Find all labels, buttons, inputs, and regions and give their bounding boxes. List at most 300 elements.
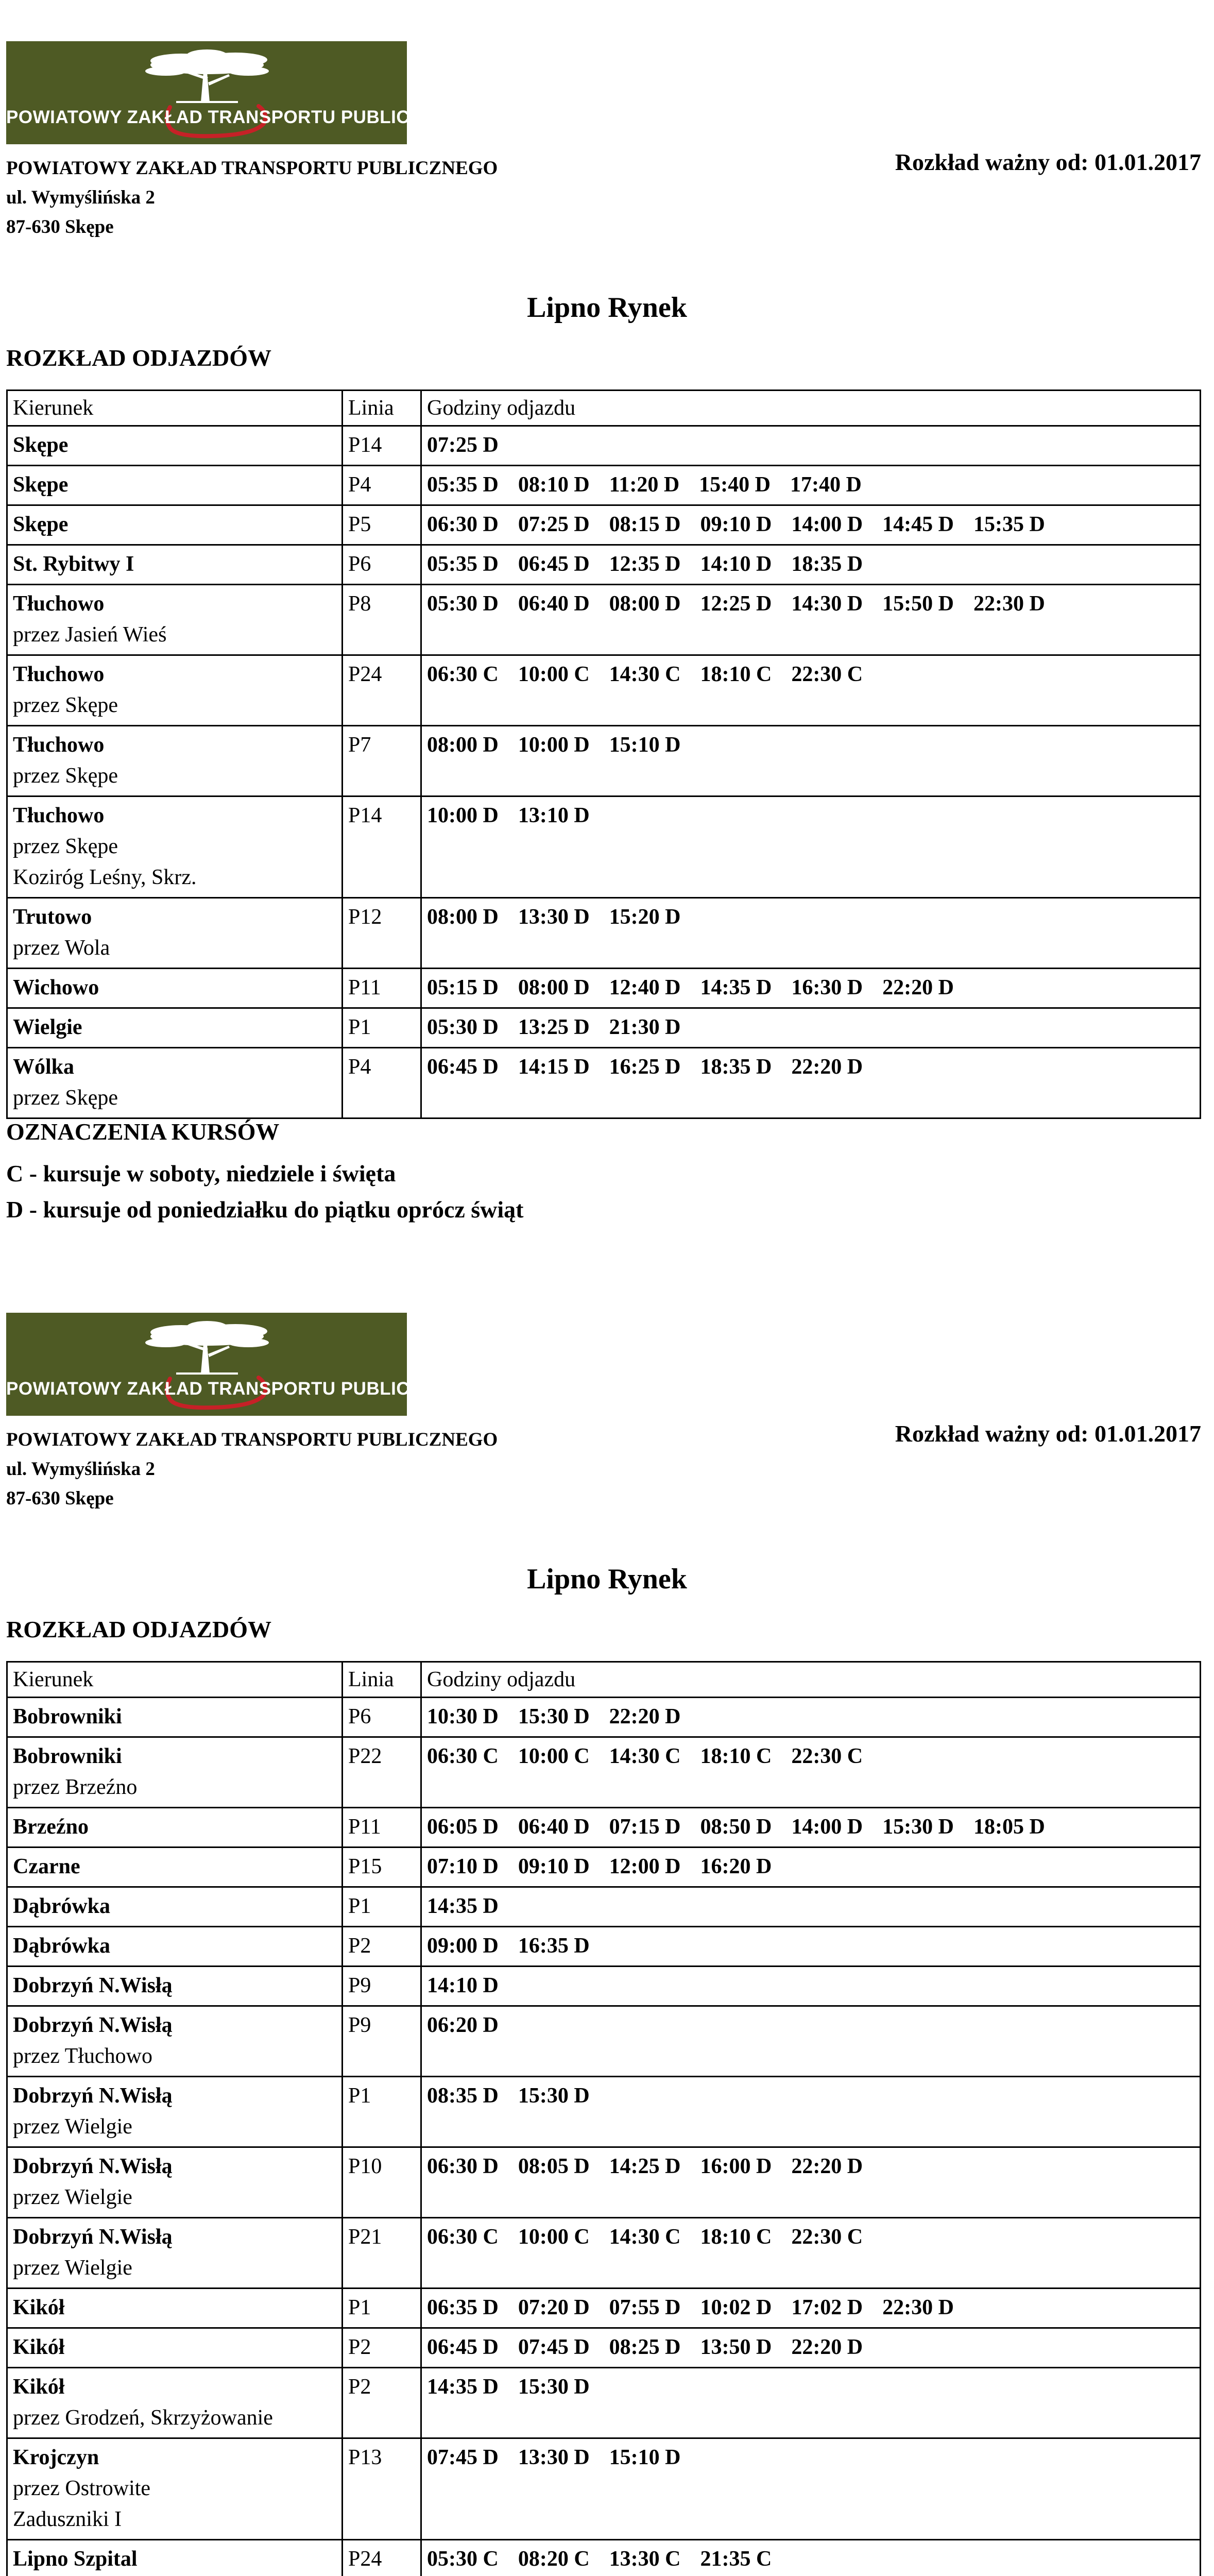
departure-time: 07:45 D — [427, 2446, 499, 2469]
table-row — [7, 2368, 1201, 2438]
direction-destination: Bobrowniki — [13, 1744, 122, 1768]
line-cell: P10 — [343, 2147, 421, 2218]
table-row — [7, 2289, 1201, 2328]
direction-cell — [7, 466, 343, 505]
direction-cell — [7, 2289, 343, 2328]
departure-times-line — [427, 1811, 1194, 1842]
stop-title: Lipno Rynek — [527, 292, 687, 324]
line-cell: P1 — [343, 1887, 421, 1927]
logo-text-left: POWIATOWY ZAKŁAD — [6, 107, 208, 127]
departure-times-cell — [421, 585, 1201, 655]
direction-cell — [7, 2147, 343, 2218]
line-cell: P8 — [343, 585, 421, 655]
valid-from: Rozkład ważny od: 01.01.2017 — [895, 149, 1201, 175]
table-row — [7, 796, 1201, 898]
departure-times-line — [427, 800, 1194, 831]
departure-times-line — [427, 972, 1194, 1003]
departure-time: 22:30 D — [882, 2296, 954, 2319]
departure-time: 10:30 D — [427, 1705, 499, 1728]
departure-time: 18:10 C — [700, 2225, 772, 2249]
legend — [6, 1118, 524, 1228]
departure-time: 15:30 D — [518, 1705, 590, 1728]
departure-time: 06:30 C — [427, 2225, 499, 2249]
logo-text-right: PUBLICZNEGO — [335, 107, 475, 127]
departure-time: 08:00 D — [427, 905, 499, 929]
departure-time: 22:20 D — [791, 2155, 863, 2178]
legend-title: OZNACZENIA KURSÓW — [6, 1118, 280, 1145]
departure-times-line — [427, 902, 1194, 933]
table-row — [7, 655, 1201, 726]
logo-text — [6, 1379, 475, 1399]
line-cell: P13 — [343, 2438, 421, 2540]
departure-time: 06:45 D — [427, 1055, 499, 1079]
line-cell: P2 — [343, 2328, 421, 2368]
departure-times-cell — [421, 1698, 1201, 1737]
table-row — [7, 2438, 1201, 2540]
header-direction: Kierunek — [7, 1662, 343, 1698]
departure-time: 12:00 D — [609, 1855, 681, 1878]
departure-time: 08:00 D — [427, 733, 499, 757]
direction-cell — [7, 796, 343, 898]
legend-item-c: C - kursuje w soboty, niedziele i święta — [6, 1160, 396, 1187]
direction-destination: Kikół — [13, 2296, 65, 2319]
direction-cell — [7, 655, 343, 726]
departures-table — [6, 389, 1201, 1119]
departure-time: 06:30 D — [427, 2155, 499, 2178]
table-header-row — [7, 391, 1201, 426]
departure-times-cell — [421, 2077, 1201, 2147]
departure-time: 14:35 D — [427, 1894, 499, 1918]
departure-time: 06:20 D — [427, 2013, 499, 2037]
departure-times-line — [427, 2151, 1194, 2182]
departure-time: 13:50 D — [700, 2335, 772, 2359]
header-times: Godziny odjazdu — [421, 1662, 1201, 1698]
departure-time: 15:20 D — [609, 905, 681, 929]
line-cell: P24 — [343, 2540, 421, 2576]
departure-time: 06:40 D — [518, 592, 590, 616]
departure-time: 07:25 D — [518, 513, 590, 536]
departure-time: 07:55 D — [609, 2296, 681, 2319]
departure-times-line — [427, 2080, 1194, 2111]
departure-time: 07:10 D — [427, 1855, 499, 1878]
logo-text — [6, 107, 475, 128]
direction-cell — [7, 2077, 343, 2147]
direction-via: przez Brzeźno — [13, 1775, 138, 1799]
table-row — [7, 505, 1201, 545]
departure-time: 12:25 D — [700, 592, 772, 616]
departure-time: 14:15 D — [518, 1055, 590, 1079]
direction-destination: Skępe — [13, 473, 69, 497]
departure-time: 18:35 D — [791, 552, 863, 576]
table-row — [7, 1967, 1201, 2006]
direction-destination: Krojczyn — [13, 2446, 99, 2469]
departure-times-cell — [421, 426, 1201, 466]
departure-time: 13:25 D — [518, 1015, 590, 1039]
departure-time: 18:10 C — [700, 1744, 772, 1768]
departure-time: 10:00 C — [518, 663, 590, 686]
direction-via: przez Skępe — [13, 1086, 118, 1110]
tree-icon — [6, 1313, 407, 1416]
direction-cell — [7, 726, 343, 796]
direction-via: przez Skępe — [13, 764, 118, 788]
departure-time: 14:35 D — [427, 2375, 499, 2399]
departure-time: 13:30 D — [518, 2446, 590, 2469]
departure-time: 13:30 D — [518, 905, 590, 929]
departure-time: 06:30 D — [427, 513, 499, 536]
departure-time: 15:50 D — [882, 592, 954, 616]
departure-times-line — [427, 2292, 1194, 2323]
departure-times-cell — [421, 1927, 1201, 1967]
table-row — [7, 969, 1201, 1008]
direction-via: przez Skępe — [13, 835, 118, 858]
departure-times-cell — [421, 2540, 1201, 2576]
departure-times-cell — [421, 2289, 1201, 2328]
departure-times-cell — [421, 898, 1201, 969]
company-name: POWIATOWY ZAKŁAD TRANSPORTU PUBLICZNEGO — [6, 1429, 498, 1450]
direction-destination: Tłuchowo — [13, 592, 105, 616]
departure-time: 05:30 D — [427, 1015, 499, 1039]
departure-time: 06:45 D — [427, 2335, 499, 2359]
direction-destination: Dobrzyń N.Wisłą — [13, 1974, 173, 1997]
line-cell: P9 — [343, 1967, 421, 2006]
logo-text-accent: TRANSPORTU — [208, 107, 336, 127]
departure-time: 15:10 D — [609, 733, 681, 757]
departure-time: 05:35 D — [427, 552, 499, 576]
departure-times-line — [427, 1052, 1194, 1082]
direction-via: przez Jasień Wieś — [13, 623, 167, 647]
header-line: Linia — [343, 1662, 421, 1698]
departure-times-cell — [421, 2368, 1201, 2438]
departure-time: 07:45 D — [518, 2335, 590, 2359]
departure-time: 11:20 D — [609, 473, 680, 497]
departure-times-cell — [421, 796, 1201, 898]
departure-time: 22:30 C — [791, 663, 863, 686]
direction-via: Koziróg Leśny, Skrz. — [13, 866, 197, 889]
departure-time: 22:30 C — [791, 2225, 863, 2249]
table-row — [7, 2006, 1201, 2077]
departure-time: 07:20 D — [518, 2296, 590, 2319]
departure-time: 22:30 D — [973, 592, 1045, 616]
direction-cell — [7, 2438, 343, 2540]
direction-destination: Trutowo — [13, 905, 92, 929]
direction-destination: Wielgie — [13, 1015, 82, 1039]
direction-destination: Dąbrówka — [13, 1894, 111, 1918]
departure-time: 15:35 D — [973, 513, 1045, 536]
departure-time: 14:10 D — [700, 552, 772, 576]
table-row — [7, 2077, 1201, 2147]
departure-times-cell — [421, 655, 1201, 726]
departure-time: 05:30 D — [427, 592, 499, 616]
departure-time: 16:00 D — [700, 2155, 772, 2178]
line-cell: P24 — [343, 655, 421, 726]
direction-destination: Dobrzyń N.Wisłą — [13, 2155, 173, 2178]
line-cell: P7 — [343, 726, 421, 796]
departure-time: 14:30 C — [609, 1744, 681, 1768]
header-direction: Kierunek — [7, 391, 343, 426]
departure-time: 14:35 D — [700, 976, 772, 999]
direction-via: Zaduszniki I — [13, 2507, 122, 2531]
departure-time: 08:25 D — [609, 2335, 681, 2359]
header-line: Linia — [343, 391, 421, 426]
departure-time: 06:40 D — [518, 1815, 590, 1839]
direction-destination: Dobrzyń N.Wisłą — [13, 2013, 173, 2037]
direction-destination: Wichowo — [13, 976, 99, 999]
departure-time: 09:00 D — [427, 1934, 499, 1958]
line-cell: P2 — [343, 2368, 421, 2438]
stop-title: Lipno Rynek — [527, 1563, 687, 1595]
direction-cell — [7, 545, 343, 585]
departure-times-line — [427, 2442, 1194, 2473]
departure-time: 16:30 D — [791, 976, 863, 999]
table-row — [7, 1848, 1201, 1887]
company-street: ul. Wymyślińska 2 — [6, 1459, 155, 1480]
line-cell: P11 — [343, 1808, 421, 1848]
line-cell: P2 — [343, 1927, 421, 1967]
departure-times-cell — [421, 545, 1201, 585]
direction-destination: Dobrzyń N.Wisłą — [13, 2225, 173, 2249]
departure-time: 09:10 D — [700, 513, 772, 536]
direction-cell — [7, 2328, 343, 2368]
direction-cell — [7, 585, 343, 655]
direction-cell — [7, 1887, 343, 1927]
direction-destination: Bobrowniki — [13, 1705, 122, 1728]
table-row — [7, 2328, 1201, 2368]
line-cell: P6 — [343, 545, 421, 585]
line-cell: P4 — [343, 466, 421, 505]
departure-time: 13:30 C — [609, 2547, 681, 2571]
direction-destination: Brzeźno — [13, 1815, 89, 1839]
direction-cell — [7, 2540, 343, 2576]
departure-times-line — [427, 1012, 1194, 1043]
line-cell: P11 — [343, 969, 421, 1008]
direction-destination: Lipno Szpital — [13, 2547, 138, 2571]
direction-cell — [7, 2218, 343, 2289]
departure-time: 14:10 D — [427, 1974, 499, 1997]
line-cell: P22 — [343, 1737, 421, 1808]
departure-time: 10:02 D — [700, 2296, 772, 2319]
direction-cell — [7, 505, 343, 545]
direction-destination: Wólka — [13, 1055, 75, 1079]
departure-times-cell — [421, 2438, 1201, 2540]
departure-time: 15:30 D — [518, 2375, 590, 2399]
company-address — [6, 154, 498, 242]
departure-time: 14:25 D — [609, 2155, 681, 2178]
departure-times-cell — [421, 1808, 1201, 1848]
departure-times-cell — [421, 1048, 1201, 1118]
departure-time: 12:40 D — [609, 976, 681, 999]
departure-time: 05:15 D — [427, 976, 499, 999]
header-times: Godziny odjazdu — [421, 391, 1201, 426]
departure-time: 08:15 D — [609, 513, 681, 536]
company-logo — [6, 41, 475, 144]
direction-destination: Kikół — [13, 2375, 65, 2399]
departure-time: 17:40 D — [790, 473, 862, 497]
company-city: 87-630 Skępe — [6, 216, 114, 238]
departure-time: 12:35 D — [609, 552, 681, 576]
departure-time: 06:30 C — [427, 663, 499, 686]
departure-time: 06:30 C — [427, 1744, 499, 1768]
line-cell: P14 — [343, 796, 421, 898]
legend-item-d: D - kursuje od poniedziałku do piątku oprócz świąt — [6, 1196, 524, 1223]
departure-times-line — [427, 1851, 1194, 1882]
departure-time: 06:35 D — [427, 2296, 499, 2319]
direction-cell — [7, 1808, 343, 1848]
line-cell: P1 — [343, 1008, 421, 1048]
line-cell: P4 — [343, 1048, 421, 1118]
departure-times-line — [427, 509, 1194, 540]
departure-time: 13:10 D — [518, 804, 590, 827]
table-row — [7, 2147, 1201, 2218]
direction-destination: Skępe — [13, 513, 69, 536]
line-cell: P15 — [343, 1848, 421, 1887]
departure-time: 10:00 D — [427, 804, 499, 827]
departure-time: 08:20 C — [518, 2547, 590, 2571]
direction-destination: Skępe — [13, 433, 69, 457]
departure-time: 15:30 D — [882, 1815, 954, 1839]
departure-time: 16:20 D — [700, 1855, 772, 1878]
direction-via: przez Ostrowite — [13, 2477, 151, 2500]
departure-times-line — [427, 1970, 1194, 2001]
departure-time: 08:50 D — [700, 1815, 772, 1839]
departure-time: 15:30 D — [518, 2084, 590, 2108]
departure-time: 14:30 C — [609, 2225, 681, 2249]
departure-times-line — [427, 2332, 1194, 2363]
table-header-row — [7, 1662, 1201, 1698]
direction-cell — [7, 1048, 343, 1118]
table-row — [7, 1698, 1201, 1737]
table-row — [7, 2218, 1201, 2289]
table-row — [7, 898, 1201, 969]
direction-via: przez Wielgie — [13, 2115, 132, 2139]
departure-time: 22:20 D — [791, 2335, 863, 2359]
departure-times-line — [427, 730, 1194, 760]
departure-times-cell — [421, 726, 1201, 796]
departure-times-line — [427, 1930, 1194, 1961]
direction-cell — [7, 969, 343, 1008]
departure-time: 10:00 D — [518, 733, 590, 757]
departure-time: 14:45 D — [882, 513, 954, 536]
direction-cell — [7, 1737, 343, 1808]
departure-time: 10:00 C — [518, 1744, 590, 1768]
company-logo — [6, 1313, 475, 1416]
direction-via: przez Tłuchowo — [13, 2044, 152, 2068]
table-row — [7, 1008, 1201, 1048]
departure-times-cell — [421, 969, 1201, 1008]
direction-via: przez Wola — [13, 936, 110, 960]
departure-time: 08:00 D — [518, 976, 590, 999]
departure-time: 18:35 D — [700, 1055, 772, 1079]
departure-times-line — [427, 2544, 1194, 2574]
table-row — [7, 726, 1201, 796]
direction-cell — [7, 426, 343, 466]
departure-time: 17:02 D — [791, 2296, 863, 2319]
departure-times-cell — [421, 1887, 1201, 1927]
departure-times-line — [427, 659, 1194, 690]
direction-destination: St. Rybitwy I — [13, 552, 134, 576]
departure-time: 18:10 C — [700, 663, 772, 686]
logo-text-left: POWIATOWY ZAKŁAD — [6, 1379, 208, 1399]
direction-via: przez Skępe — [13, 693, 118, 717]
departure-times-cell — [421, 505, 1201, 545]
departure-times-line — [427, 2222, 1194, 2252]
departure-times-line — [427, 549, 1194, 580]
direction-cell — [7, 898, 343, 969]
departure-time: 08:00 D — [609, 592, 681, 616]
logo-text-accent: TRANSPORTU — [208, 1379, 336, 1399]
departure-times-line — [427, 1891, 1194, 1922]
departure-times-line — [427, 430, 1194, 461]
table-row — [7, 585, 1201, 655]
departure-time: 22:20 D — [882, 976, 954, 999]
departure-time: 15:10 D — [609, 2446, 681, 2469]
departure-times-line — [427, 2010, 1194, 2041]
table-row — [7, 1887, 1201, 1927]
departure-time: 07:25 D — [427, 433, 499, 457]
direction-destination: Tłuchowo — [13, 733, 105, 757]
direction-destination: Dąbrówka — [13, 1934, 111, 1958]
direction-cell — [7, 1967, 343, 2006]
departure-time: 16:35 D — [518, 1934, 590, 1958]
direction-cell — [7, 2368, 343, 2438]
company-street: ul. Wymyślińska 2 — [6, 187, 155, 208]
departure-time: 22:20 D — [609, 1705, 681, 1728]
line-cell: P1 — [343, 2289, 421, 2328]
direction-cell — [7, 1698, 343, 1737]
departure-time: 08:05 D — [518, 2155, 590, 2178]
departure-time: 09:10 D — [518, 1855, 590, 1878]
departure-time: 08:10 D — [518, 473, 590, 497]
departure-time: 06:45 D — [518, 552, 590, 576]
departure-times-cell — [421, 1967, 1201, 2006]
direction-via: przez Grodzeń, Skrzyżowanie — [13, 2406, 273, 2430]
direction-via: przez Wielgie — [13, 2256, 132, 2280]
departure-time: 15:40 D — [699, 473, 771, 497]
direction-destination: Tłuchowo — [13, 663, 105, 686]
departure-time: 22:30 C — [791, 1744, 863, 1768]
direction-cell — [7, 1008, 343, 1048]
departure-times-line — [427, 469, 1194, 500]
departures-table — [6, 1661, 1201, 2576]
departure-times-cell — [421, 466, 1201, 505]
departure-time: 21:35 C — [700, 2547, 772, 2571]
departure-times-cell — [421, 2218, 1201, 2289]
valid-from: Rozkład ważny od: 01.01.2017 — [895, 1420, 1201, 1447]
direction-destination: Kikół — [13, 2335, 65, 2359]
departure-time: 16:25 D — [609, 1055, 681, 1079]
company-name: POWIATOWY ZAKŁAD TRANSPORTU PUBLICZNEGO — [6, 158, 498, 179]
direction-cell — [7, 1927, 343, 1967]
table-row — [7, 1737, 1201, 1808]
line-cell: P12 — [343, 898, 421, 969]
departure-times-cell — [421, 2006, 1201, 2077]
direction-destination: Czarne — [13, 1855, 80, 1878]
table-row — [7, 426, 1201, 466]
departure-times-line — [427, 1741, 1194, 1772]
departure-times-cell — [421, 1008, 1201, 1048]
section-title: ROZKŁAD ODJAZDÓW — [6, 345, 271, 371]
departure-times-line — [427, 2371, 1194, 2402]
line-cell: P14 — [343, 426, 421, 466]
company-address — [6, 1425, 498, 1513]
departure-times-cell — [421, 1737, 1201, 1808]
departure-time: 07:15 D — [609, 1815, 681, 1839]
line-cell: P9 — [343, 2006, 421, 2077]
departure-times-cell — [421, 2147, 1201, 2218]
departure-time: 06:05 D — [427, 1815, 499, 1839]
company-city: 87-630 Skępe — [6, 1488, 114, 1509]
direction-destination: Dobrzyń N.Wisłą — [13, 2084, 173, 2108]
departure-times-line — [427, 588, 1194, 619]
